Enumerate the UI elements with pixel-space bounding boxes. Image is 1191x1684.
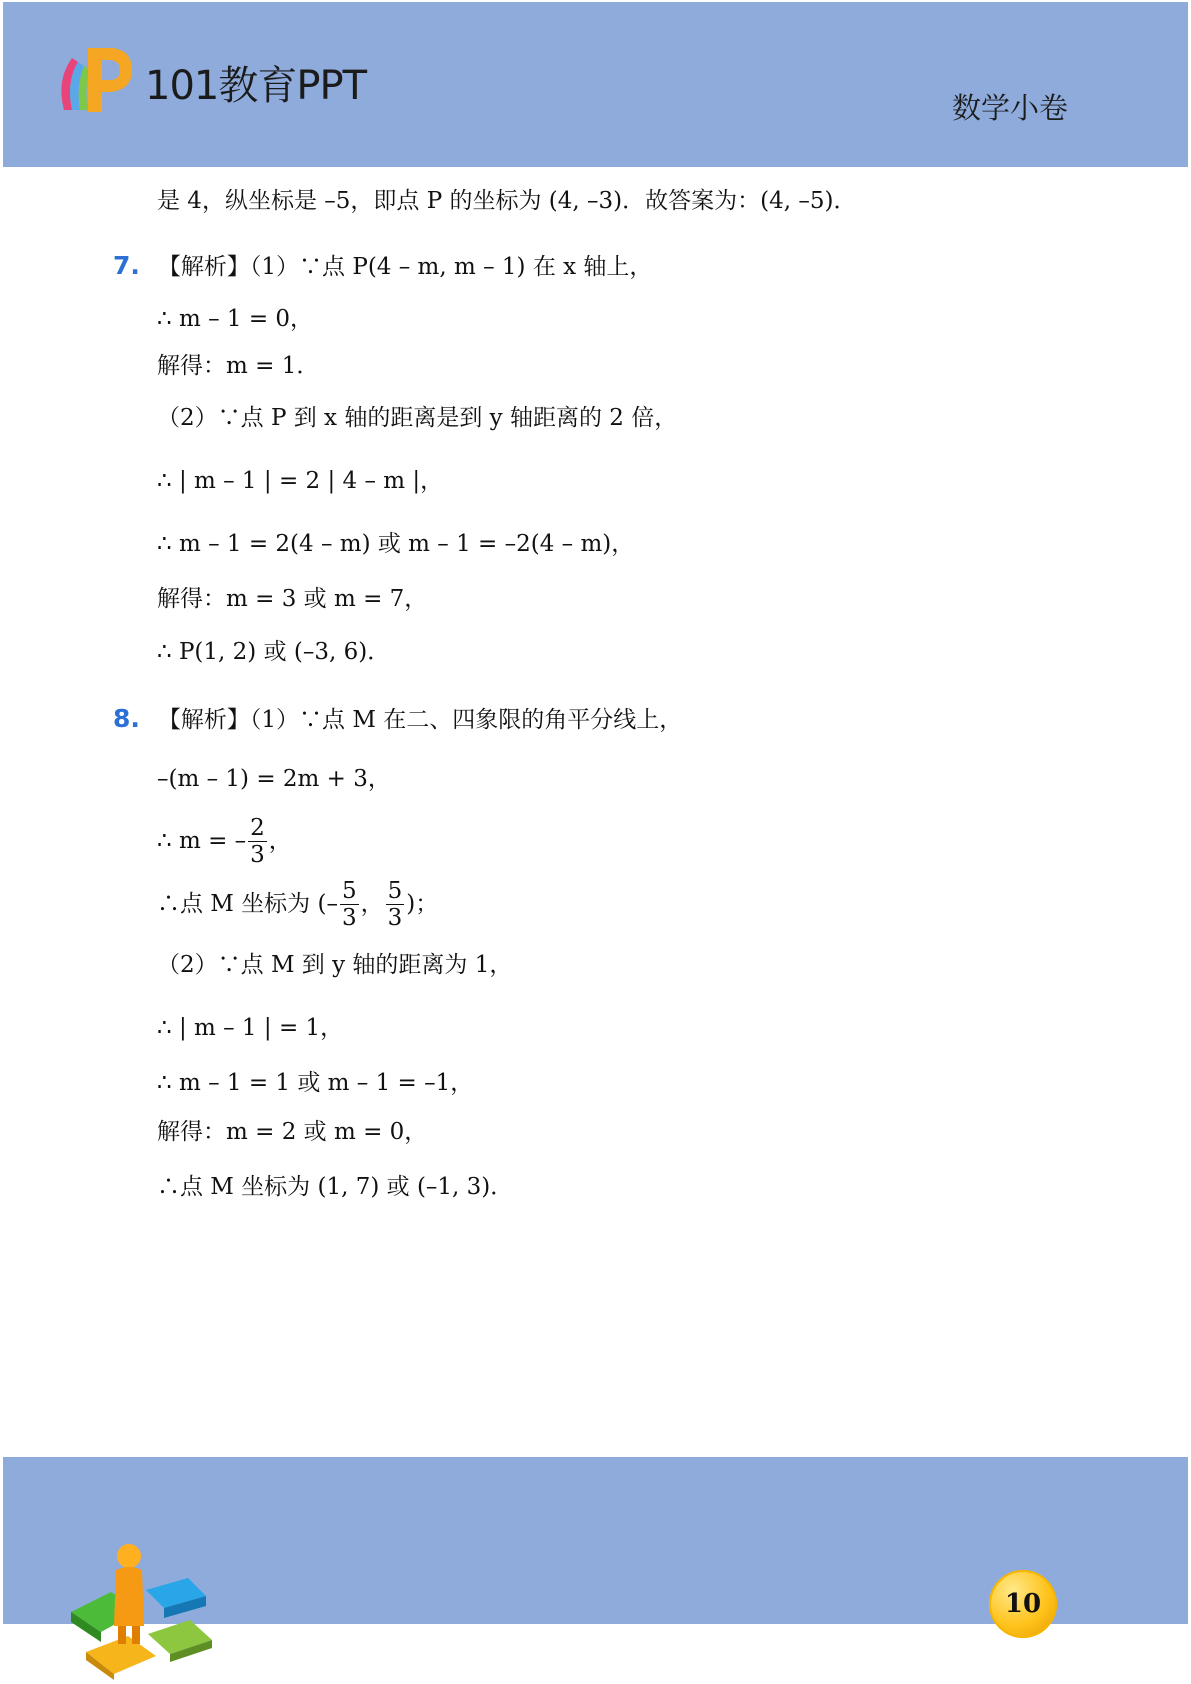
- fraction: $\frac{5}{3}$: [341, 878, 357, 932]
- text-line: 【解析】（1）∵点 M 在二、四象限的角平分线上，: [157, 707, 683, 733]
- brand-name: 101教育PPT: [145, 63, 367, 109]
- page-number-badge: 10: [989, 1570, 1057, 1638]
- text-line: 是 4，纵坐标是 –5，即点 P 的坐标为 (4, –3)．故答案为：(4, –5)．: [157, 188, 857, 214]
- text-line: （2）∵点 P 到 x 轴的距离是到 y 轴距离的 2 倍，: [157, 405, 678, 431]
- text-line: 【解析】（1）∵点 P(4 – m, m – 1) 在 x 轴上，: [157, 254, 653, 280]
- text-line: ∴点 M 坐标为 (1, 7) 或 (–1, 3)．: [157, 1174, 514, 1200]
- text-line: ∴ m – 1 = 2(4 – m) 或 m – 1 = –2(4 – m)，: [157, 531, 635, 557]
- text-line: 解得：m = 3 或 m = 7，: [157, 586, 428, 612]
- fraction: $\frac{5}{3}$: [387, 878, 403, 932]
- text-line: ∴ m – 1 = 0，: [157, 306, 314, 332]
- question-8: [113, 706, 682, 732]
- text-line: ∴ P(1, 2) 或 (–3, 6)．: [157, 639, 391, 665]
- text-line: 解得：m = 2 或 m = 0，: [157, 1119, 428, 1145]
- text-line: （2）∵点 M 到 y 轴的距离为 1，: [157, 952, 513, 978]
- text-line: –(m – 1) = 2m + 3，: [157, 766, 391, 792]
- fraction-line: ∴点 M 坐标为 (– $\frac{5}{3}$ ， $\frac{5}{3}$ )；: [157, 878, 439, 932]
- figure-tiles-icon: [66, 1540, 216, 1680]
- logo-icon: [54, 40, 134, 120]
- question-number: 7.: [113, 251, 140, 280]
- text-line: ∴ | m – 1 | = 2 | 4 – m |，: [157, 468, 444, 494]
- text-line: 解得：m = 1．: [157, 353, 320, 379]
- text-line: ∴ m – 1 = 1 或 m – 1 = –1，: [157, 1070, 474, 1096]
- question-7: [113, 253, 652, 279]
- fraction-line: ∴ m = – $\frac{2}{3}$ ，: [157, 815, 292, 869]
- subject-title: 数学小卷: [952, 91, 1069, 125]
- fraction: $\frac{2}{3}$: [250, 815, 265, 869]
- text-line: ∴ | m – 1 | = 1，: [157, 1015, 344, 1041]
- question-number: 8.: [113, 704, 140, 733]
